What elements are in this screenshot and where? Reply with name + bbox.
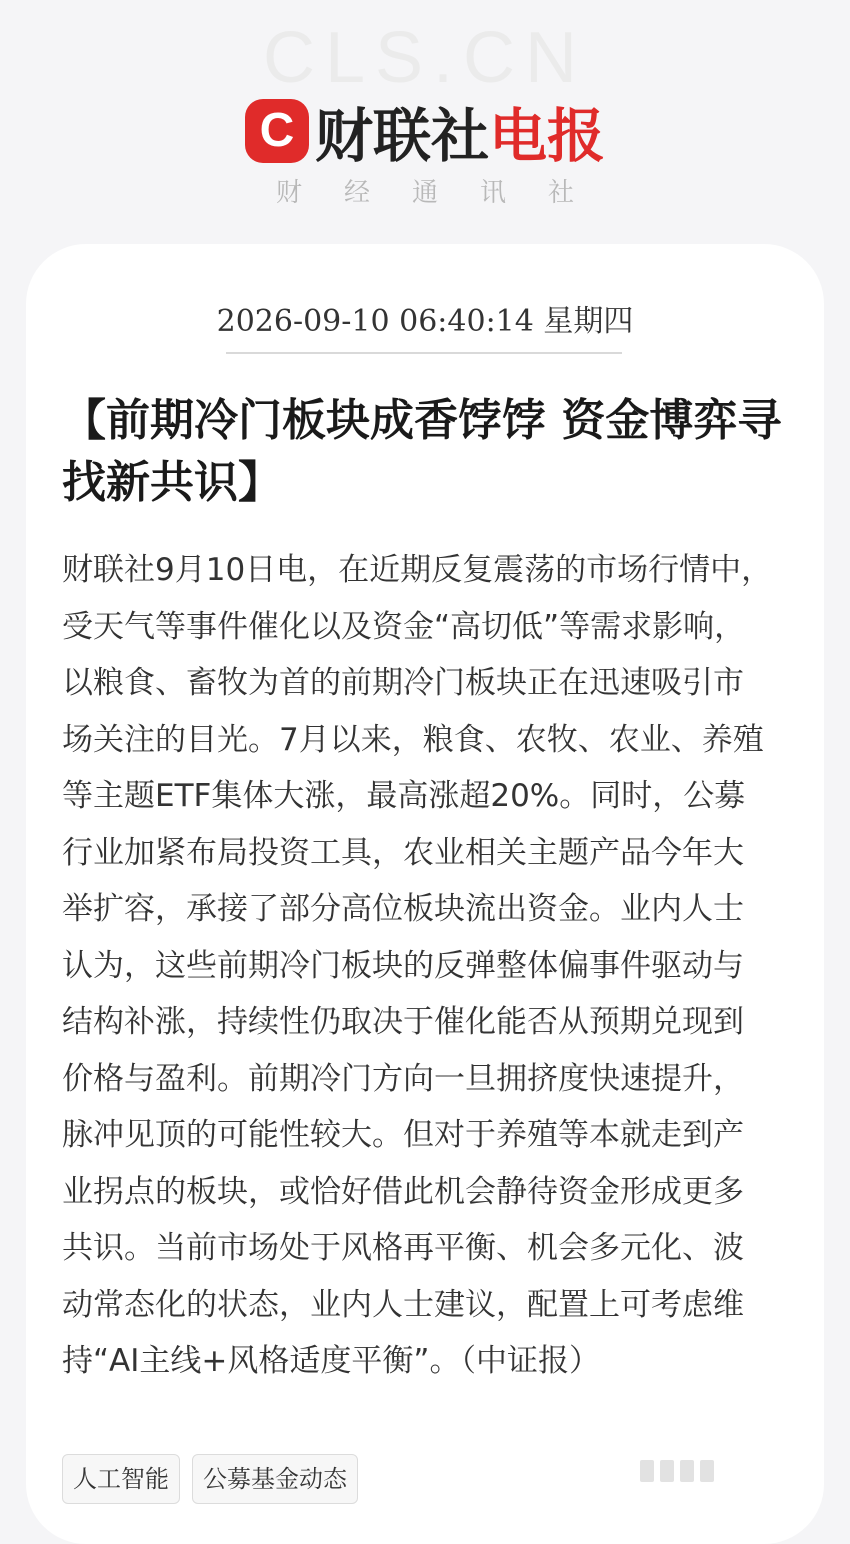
tagline: 财经通讯社 (275, 178, 616, 208)
brand-name: 财联社 (314, 102, 489, 170)
tag-ai[interactable]: 人工智能 (62, 1454, 180, 1504)
brand-header (0, 96, 850, 170)
bar-icon (640, 1460, 654, 1482)
tag-public-fund[interactable]: 公募基金动态 (192, 1454, 358, 1504)
bar-icon (680, 1460, 694, 1482)
bar-icon (700, 1460, 714, 1482)
cls-watermark: CLS.CN (262, 18, 588, 98)
brand-accent: 电报 (489, 102, 606, 170)
app-watermark-icon (640, 1460, 714, 1482)
bar-icon (660, 1460, 674, 1482)
tag-list (62, 1454, 358, 1504)
cls-logo-icon (245, 99, 309, 163)
logo-letter: C (259, 104, 295, 157)
divider (226, 352, 622, 354)
article-body: 财联社9月10日电，在近期反复震荡的市场行情中，受天气等事件催化以及资金“高切低”等需求影响，以粮食、畜牧为首的前期冷门板块正在迅速吸引市场关注的目光。7月以来，粮食、农牧、农业、养殖等主题ETF集体大涨，最高涨超20%。同时，公募行业加紧布局投资工具，农业相关主题产品今年大举扩容，承接了部分高位板块流出资金。业内人士认为，这些前期冷门板块的反弹整体偏事件驱动与结构补涨，持续性仍取决于催化能否从预期兑现到价格与盈利。前期冷门方向一旦拥挤度快速提升，脉冲见顶的可能性较大。但对于养殖等本就走到产业拐点的板块，或恰好借此机会静待资金形成更多共识。当前市场处于风格再平衡、机会多元化、波动常态化的状态，业内人士建议，配置上可考虑维持“AI主线+风格适度平衡”。（中证报） (62, 552, 773, 1379)
article-datetime: 2026-09-10 06:40:14 星期四 (216, 304, 634, 339)
article-headline: 【前期冷门板块成香饽饽 资金博弈寻找新共识】 (62, 395, 782, 508)
